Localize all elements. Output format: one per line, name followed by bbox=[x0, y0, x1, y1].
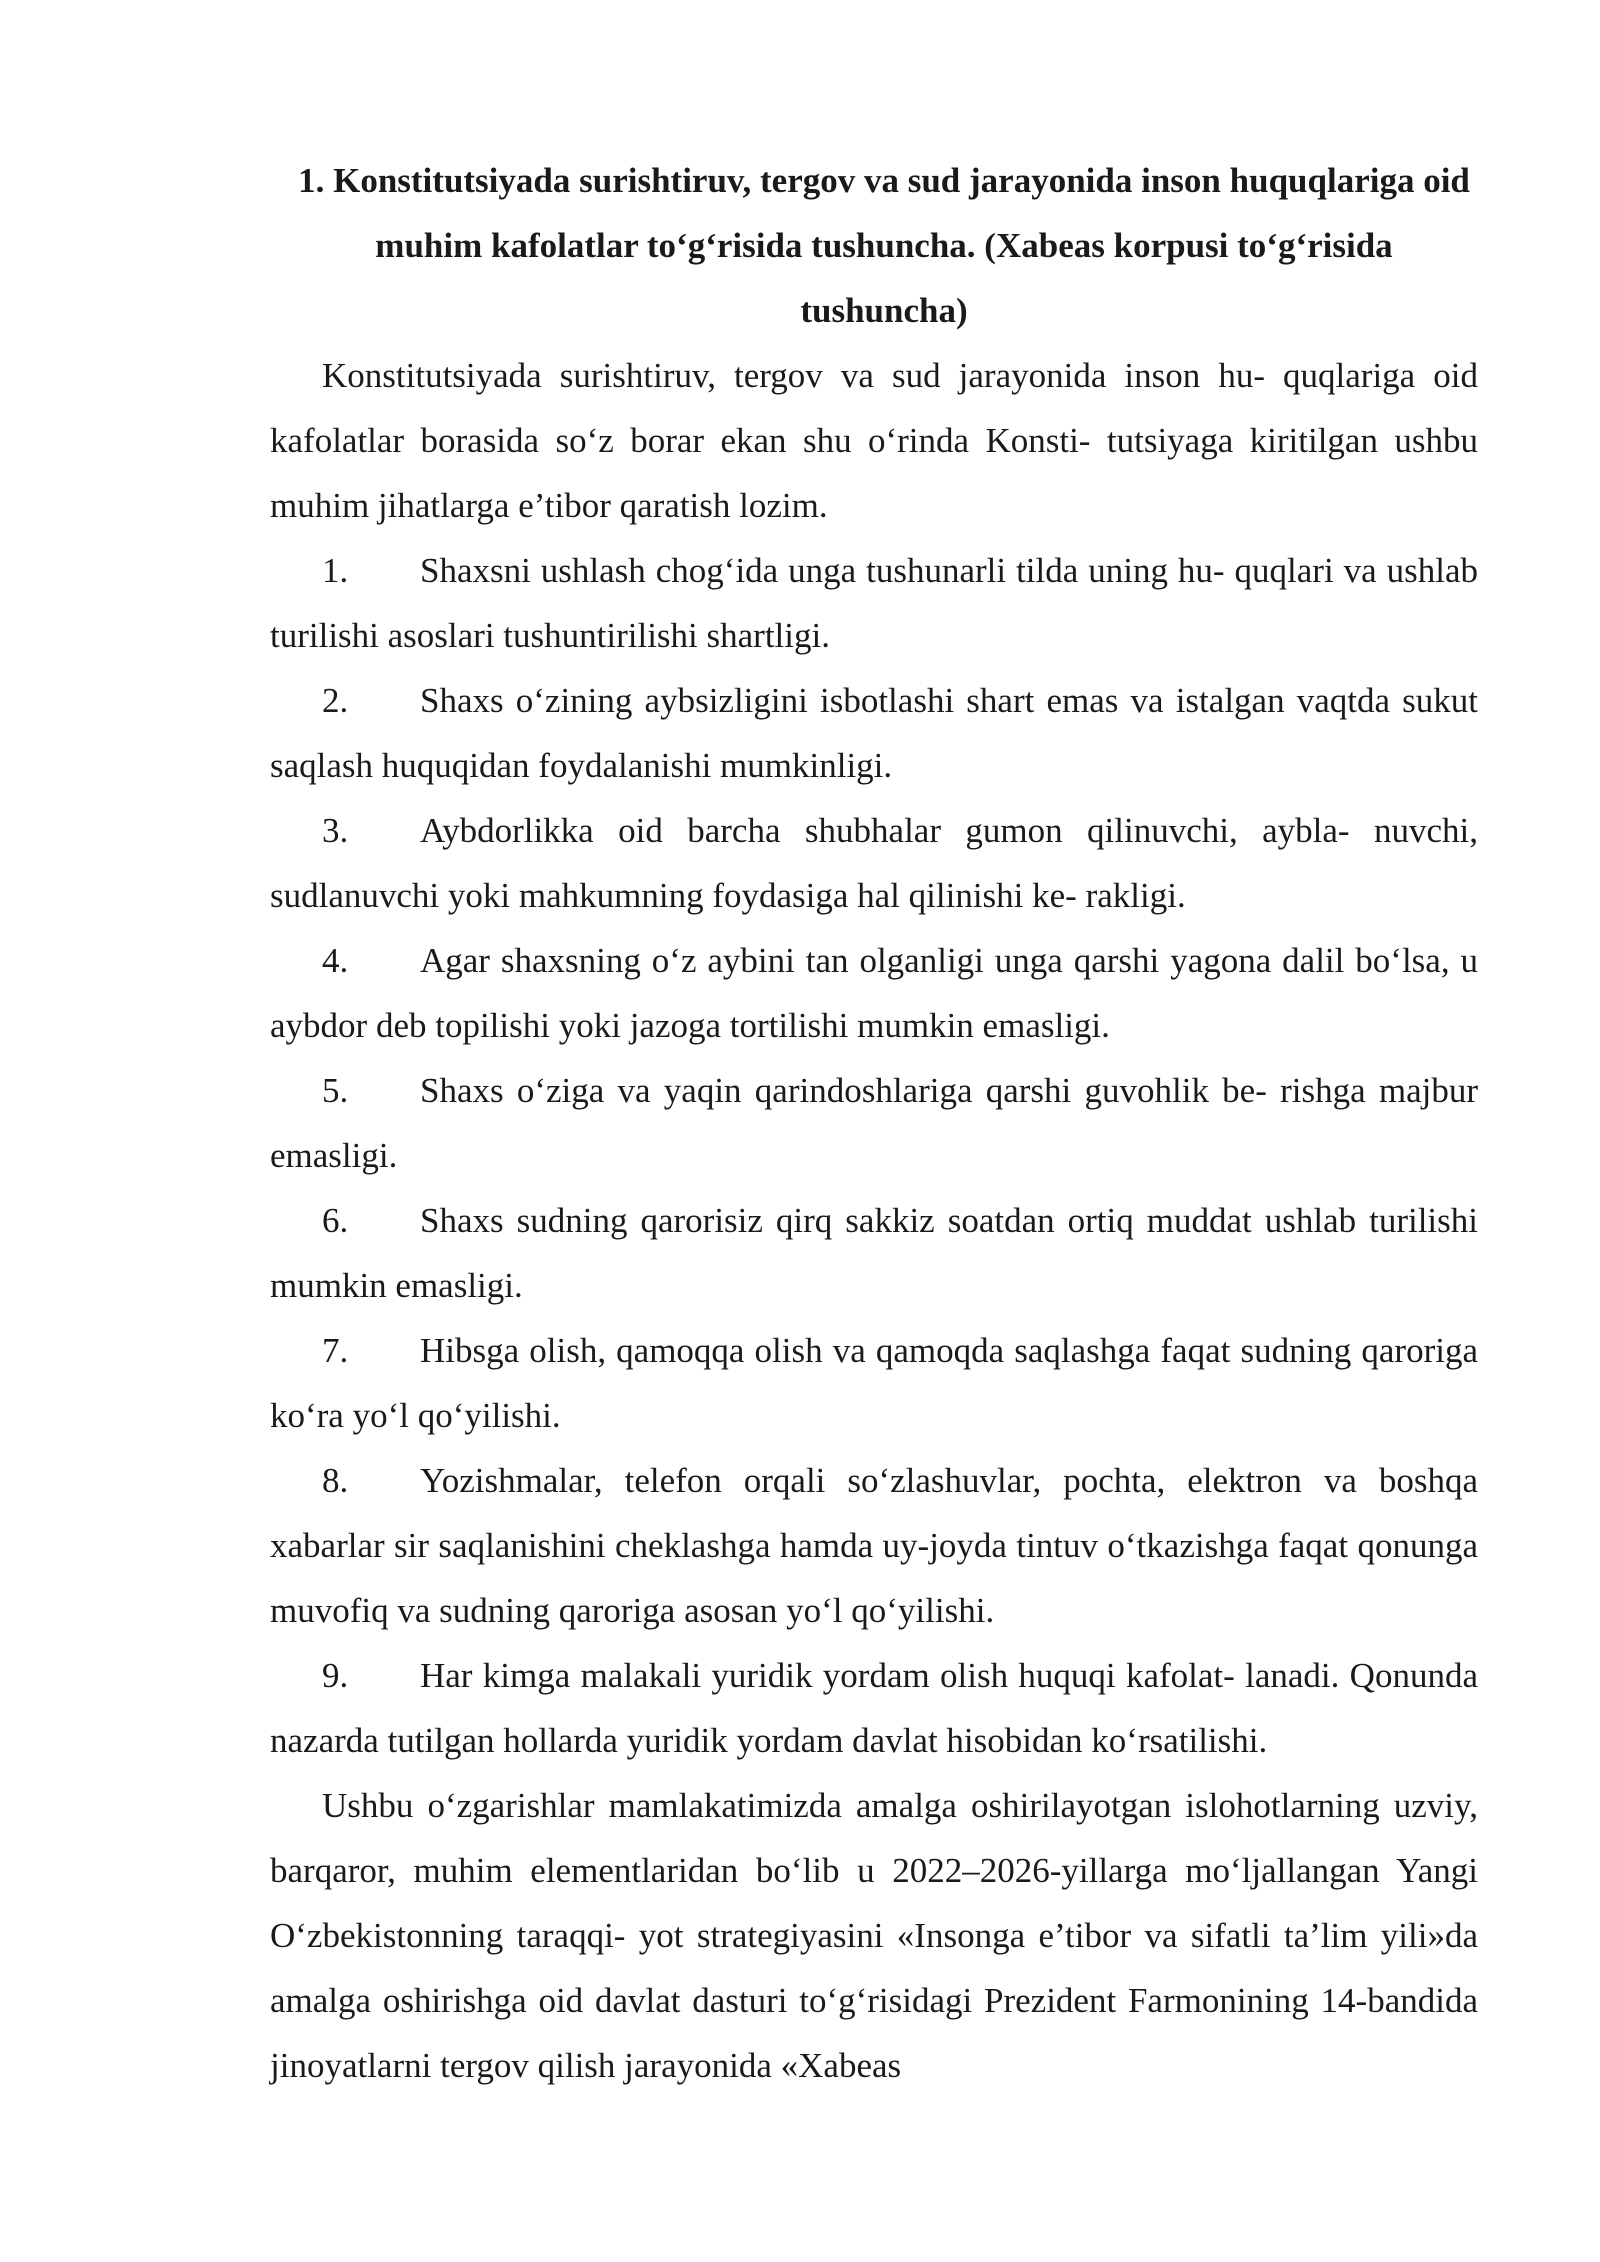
list-item bbox=[270, 1188, 1478, 1318]
list-item-text: Shaxs o‘zining aybsizligini isbotlashi shart emas va istalgan vaqtda sukut saqlash huquqidan foydalanishi mumkinligi. bbox=[270, 681, 1478, 785]
list-item-number: 2. bbox=[322, 681, 349, 720]
list-item bbox=[270, 928, 1478, 1058]
list-item bbox=[270, 1058, 1478, 1188]
list-item-number: 8. bbox=[322, 1461, 349, 1500]
list-item bbox=[270, 798, 1478, 928]
list-item-number: 9. bbox=[322, 1656, 349, 1695]
list-item-number: 6. bbox=[322, 1201, 349, 1240]
intro-paragraph: Konstitutsiyada surishtiruv, tergov va sud jarayonida inson hu- quqlariga oid kafolatlar borasida so‘z borar ekan shu o‘rinda Konsti- tutsiyaga kiritilgan ushbu muhim jihatlarga e’tibor qaratish lozim. bbox=[270, 356, 1478, 525]
document-page bbox=[270, 148, 1478, 2098]
list-item-number: 7. bbox=[322, 1331, 349, 1370]
list-item bbox=[270, 668, 1478, 798]
list-item-number: 3. bbox=[322, 811, 349, 850]
list-item-text: Shaxs o‘ziga va yaqin qarindoshlariga qarshi guvohlik be- rishga majbur emasligi. bbox=[270, 1071, 1478, 1175]
list-item-text: Yozishmalar, telefon orqali so‘zlashuvlar, pochta, elektron va boshqa xabarlar sir saqlanishini cheklashga hamda uy-joyda tintuv o‘tkazishga faqat qonunga muvofiq va sudning qaroriga asosan yo‘l qo‘yilishi. bbox=[270, 1461, 1478, 1630]
list-item bbox=[270, 1318, 1478, 1448]
list-item-text: Har kimga malakali yuridik yordam olish huquqi kafolat- lanadi. Qonunda nazarda tutilgan hollarda yuridik yordam davlat hisobidan ko‘rsatilishi. bbox=[270, 1656, 1478, 1760]
list-item-text: Shaxs sudning qarorisiz qirq sakkiz soatdan ortiq muddat ushlab turilishi mumkin emasligi. bbox=[270, 1201, 1478, 1305]
list-item-text: Aybdorlikka oid barcha shubhalar gumon qilinuvchi, aybla- nuvchi, sudlanuvchi yoki mahkumning foydasiga hal qilinishi ke- rakligi. bbox=[270, 811, 1478, 915]
list-item bbox=[270, 1643, 1478, 1773]
list-item bbox=[270, 1448, 1478, 1643]
list-item-number: 4. bbox=[322, 941, 349, 980]
section-heading: 1. Konstitutsiyada surishtiruv, tergov va sud jarayonida inson huquqlariga oid muhim kafolatlar to‘g‘risida tushuncha. (Xabeas korpusi to‘g‘risida tushuncha) bbox=[298, 161, 1470, 330]
list-item-number: 5. bbox=[322, 1071, 349, 1110]
list-item-text: Hibsga olish, qamoqqa olish va qamoqda saqlashga faqat sudning qaroriga ko‘ra yo‘l qo‘yilishi. bbox=[270, 1331, 1478, 1435]
closing-paragraph: Ushbu o‘zgarishlar mamlakatimizda amalga oshirilayotgan islohotlarning uzviy, barqaror, muhim elementlaridan bo‘lib u 2022–2026-yillarga mo‘ljallangan Yangi O‘zbekistonning taraqqi- yot strategiyasini «Insonga e’tibor va sifatli ta’lim yili»da amalga oshirishga oid davlat dasturi to‘g‘risidagi Prezident Farmonining 14-bandida jinoyatlarni tergov qilish jarayonida «Xabeas bbox=[270, 1786, 1478, 2085]
list-item-text: Agar shaxsning o‘z aybini tan olganligi unga qarshi yagona dalil bo‘lsa, u aybdor deb topilishi yoki jazoga tortilishi mumkin emasligi. bbox=[270, 941, 1478, 1045]
list-item-text: Shaxsni ushlash chog‘ida unga tushunarli tilda uning hu- quqlari va ushlab turilishi asoslari tushuntirilishi shartligi. bbox=[270, 551, 1478, 655]
list-item bbox=[270, 538, 1478, 668]
list-item-number: 1. bbox=[322, 551, 349, 590]
